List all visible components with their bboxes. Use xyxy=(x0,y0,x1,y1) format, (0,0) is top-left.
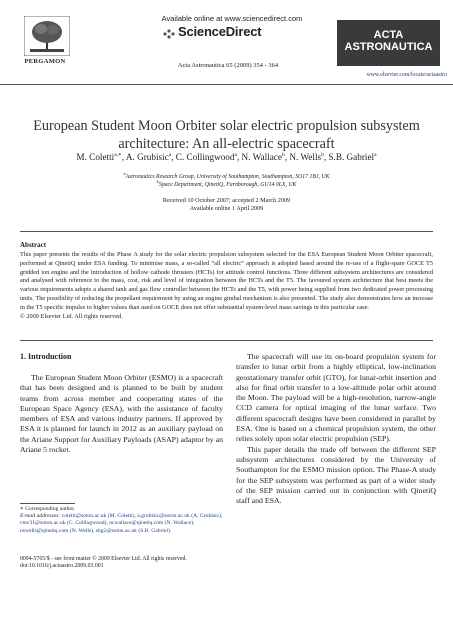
cover-title-line1: ACTA xyxy=(373,29,404,41)
sciencedirect-logo[interactable]: ScienceDirect xyxy=(178,24,262,39)
cover-title-line2: ASTRONAUTICA xyxy=(344,41,433,53)
issn-line: 0094-5765/$ - see front matter © 2009 Elsevier Ltd. All rights reserved. xyxy=(20,556,187,562)
author: A. Grubisic$^a$, xyxy=(125,152,176,163)
paper-title: European Student Moon Orbiter solar electric propulsion subsystem architecture: An all-electric spacecraft xyxy=(33,118,420,152)
abstract-divider-top xyxy=(20,231,433,232)
author: M. Coletti$^{a,∗}$, xyxy=(76,152,126,163)
footnote-divider xyxy=(20,503,75,504)
front-matter-info xyxy=(20,556,220,571)
journal-reference: Acta Astronautica 65 (2009) 354 - 364 xyxy=(177,62,279,69)
header-divider xyxy=(0,84,453,85)
elsevier-tree-logo xyxy=(24,16,70,56)
email-list[interactable]: coletti@soton.ac.uk (M. Coletti), a.grubisic@soton.ac.uk (A. Grubisic), cmc31@soton.ac.uk (C. Collingwood), ncwallace@qinetiq.com (N. Wallace), nswells@qinetiq.com (N. Wells), sbg2@soton.ac.uk (S.B. Gabriel). xyxy=(20,513,223,534)
intro-paragraph-2: The spacecraft will use its on-board propulsion system for transfer to lunar orbit from a highly elliptical, low-inclination geostationary transfer orbit (GTO), for lunar-orbit insertion and also for final orbit transfer to a low-altitude polar orbit around the Moon. The payload will be a high-resolution, narrow-angle CCD camera for optical imaging of the lunar surface. Two different spacecraft designs have been considered in parallel by ESA. One is based on a chemical propulsion system, the other relies solely upon solar electric propulsion (SEP). xyxy=(236,352,436,444)
author-list xyxy=(20,152,433,162)
doi-line[interactable]: doi:10.1016/j.actaastro.2009.03.001 xyxy=(20,563,104,570)
publisher-name: PERGAMON xyxy=(24,58,66,65)
online-availability: Available online at www.sciencedirect.com xyxy=(161,14,303,23)
abstract-copyright: © 2009 Elsevier Ltd. All rights reserved. xyxy=(20,312,123,320)
affiliation-b: $^b$Space Department, QinetiQ, Farnborough, GU14 0LX, UK xyxy=(156,179,297,188)
footnote xyxy=(20,506,223,535)
corresponding-author-note: ∗ Corresponding author. xyxy=(20,506,76,512)
section-heading-introduction: 1. Introduction xyxy=(20,352,72,361)
abstract-divider-bottom xyxy=(20,340,433,341)
affiliation-a: $^a$Astronautics Research Group, University of Southampton, Southampton, SO17 1BJ, UK xyxy=(123,171,330,180)
author: C. Collingwood$^a$, xyxy=(175,152,242,163)
intro-paragraph-1: The European Student Moon Orbiter (ESMO) is a spacecraft that has been designed and is planned to be built by student teams from across member and cooperating states of the European Space Agency (ESA), with the assistance of faculty members of ESA and various industry partners. If approved by ESA it is planned for launch in 2012 as an auxiliary payload on the Ariane Support for Auxiliary Payloads (ASAP) adaptor by an Ariane 5 rocket. xyxy=(20,373,223,455)
intro-paragraph-3: This paper details the trade off between the different SEP subsystem architectures considered by the University of Southampton for the ESMO mission option. The Phase-A study for the SEP subsystem was performed as part of a wider study of the SEP mission carried out in conjunction with QinetiQ staff and ESA. xyxy=(236,444,436,506)
sciencedirect-icon xyxy=(162,27,176,45)
author: N. Wells$^b$, xyxy=(289,152,329,163)
author: N. Wallace$^b$, xyxy=(241,152,290,163)
author: S.B. Gabriel$^a$ xyxy=(328,152,377,163)
abstract-text: This paper presents the results of the Phase A study for the solar electric propulsion subsystem selected for the ESA European Student Moon Orbiter spacecraft, performed at QinetiQ under ESA funding. To minimise mass, a so-called “all electric” approach is adopted based around the re-use of a flight-spare GOCE T5 gridded ion engine and the introduction of hollow cathode thrusters (HCTs) for attitude control functions. Three different subsystem architectures are considered and analysed with reference to the mass, cost, risk and level of integration between the HCTs and the T5. The favoured system architecture that best meets the various requirements adopts a shared tank and gas flow controller between the HCTs and the T5, with power being supplied from two dedicated power processing units. The possibility of reducing the propellant requirement by using an engine gimbal mechanism is also presented. The study also demonstrates how an increase in the T5 specific impulse to higher values than used on GOCE does not offer substantial system-level mass savings in this particular case. xyxy=(20,251,433,311)
received-date: Received 10 October 2007; accepted 2 March 2009 xyxy=(162,197,291,204)
email-addresses: E-mail addresses: coletti@soton.ac.uk (M. Coletti), a.grubisic@soton.ac.uk (A. Grubisic), cmc31@soton.ac.uk (C. Collingwood), ncwallace@qinetiq.com (N. Wallace), nswells@qinetiq.com (N. Wells), sbg2@soton.ac.uk (S.B. Gabriel). xyxy=(20,513,223,534)
right-column xyxy=(236,352,436,506)
journal-homepage-link[interactable]: www.elsevier.com/locate/actaastro xyxy=(366,72,447,78)
abstract-body xyxy=(20,251,433,321)
online-date: Available online 1 April 2009 xyxy=(189,205,264,212)
journal-cover-logo xyxy=(337,20,440,66)
abstract-heading: Abstract xyxy=(20,241,47,249)
